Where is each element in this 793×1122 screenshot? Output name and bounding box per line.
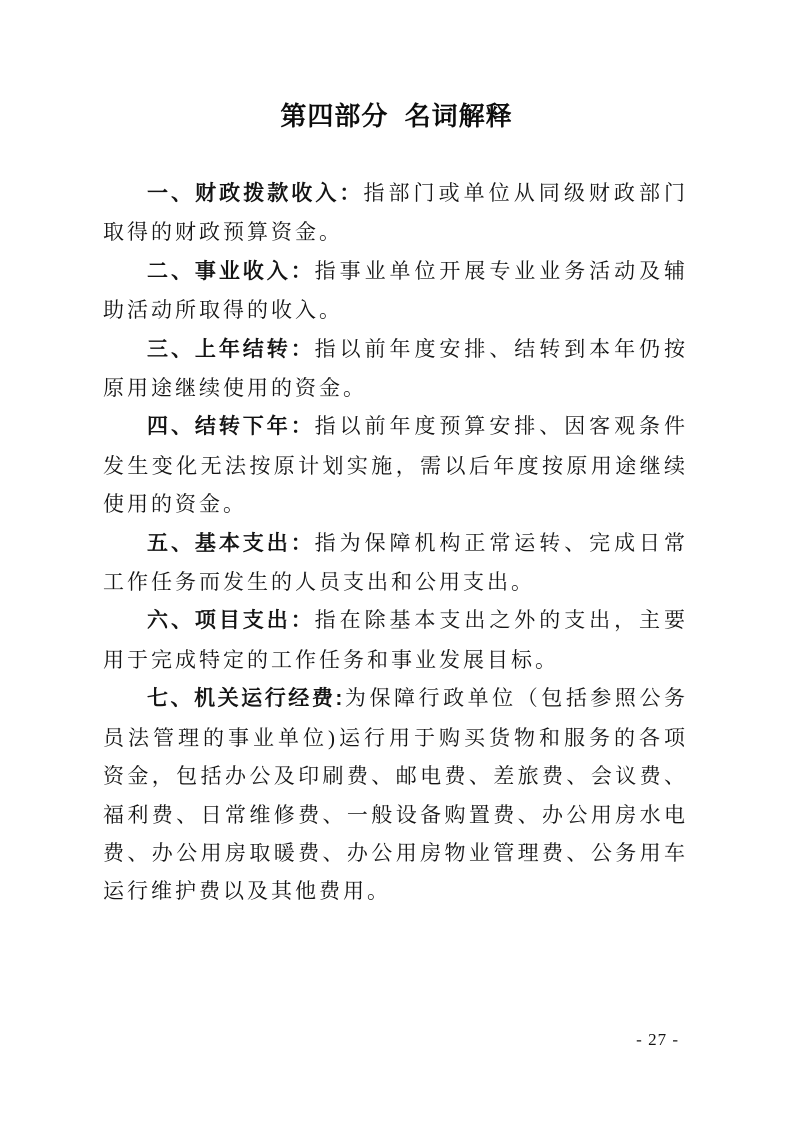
glossary-definition: 为保障行政单位（包括参照公务员法管理的事业单位)运行用于购买货物和服务的各项资金，包括办公及印刷费、邮电费、差旅费、会议费、福利费、日常维修费、一般设备购置费、办公用房水电费、办公用房取暖费、办公用房物业管理费、公务用车运行维护费以及其他费用。	[103, 686, 688, 904]
glossary-term: 四、结转下年：	[147, 415, 315, 439]
glossary-term: 三、上年结转：	[147, 337, 315, 361]
glossary-entry-1	[103, 174, 688, 252]
glossary-entry-3	[103, 330, 688, 408]
glossary-term: 七、机关运行经费:	[147, 687, 345, 711]
glossary-definition: 指以前年度预算安排、因客观条件发生变化无法按原计划实施，需以后年度按原用途继续使用的资金。	[103, 414, 689, 517]
glossary-definition: 指以前年度安排、结转到本年仍按原用途继续使用的资金。	[103, 336, 689, 401]
glossary-term: 五、基本支出：	[147, 531, 315, 555]
glossary-term: 一、财政拨款收入：	[147, 182, 364, 205]
page-title: 第四部分 名词解释	[280, 101, 513, 131]
glossary-definition: 指事业单位开展专业业务活动及辅助活动所取得的收入。	[103, 258, 689, 323]
glossary-entry-6	[103, 601, 688, 679]
page-number: - 27 -	[636, 1030, 679, 1049]
glossary-definition: 指为保障机构正常运转、完成日常工作任务而发生的人员支出和公用支出。	[103, 530, 689, 595]
glossary-term: 二、事业收入：	[147, 259, 315, 283]
glossary-entry-7	[103, 679, 688, 910]
glossary-entry-4	[103, 407, 688, 523]
glossary-entry-5	[103, 524, 688, 602]
glossary-definition: 指在除基本支出之外的支出，主要用于完成特定的工作任务和事业发展目标。	[103, 608, 689, 672]
glossary-content	[103, 174, 688, 911]
glossary-term: 六、项目支出：	[147, 609, 315, 633]
glossary-entry-2	[103, 252, 688, 330]
glossary-definition: 指部门或单位从同级财政部门取得的财政预算资金。	[103, 181, 689, 245]
